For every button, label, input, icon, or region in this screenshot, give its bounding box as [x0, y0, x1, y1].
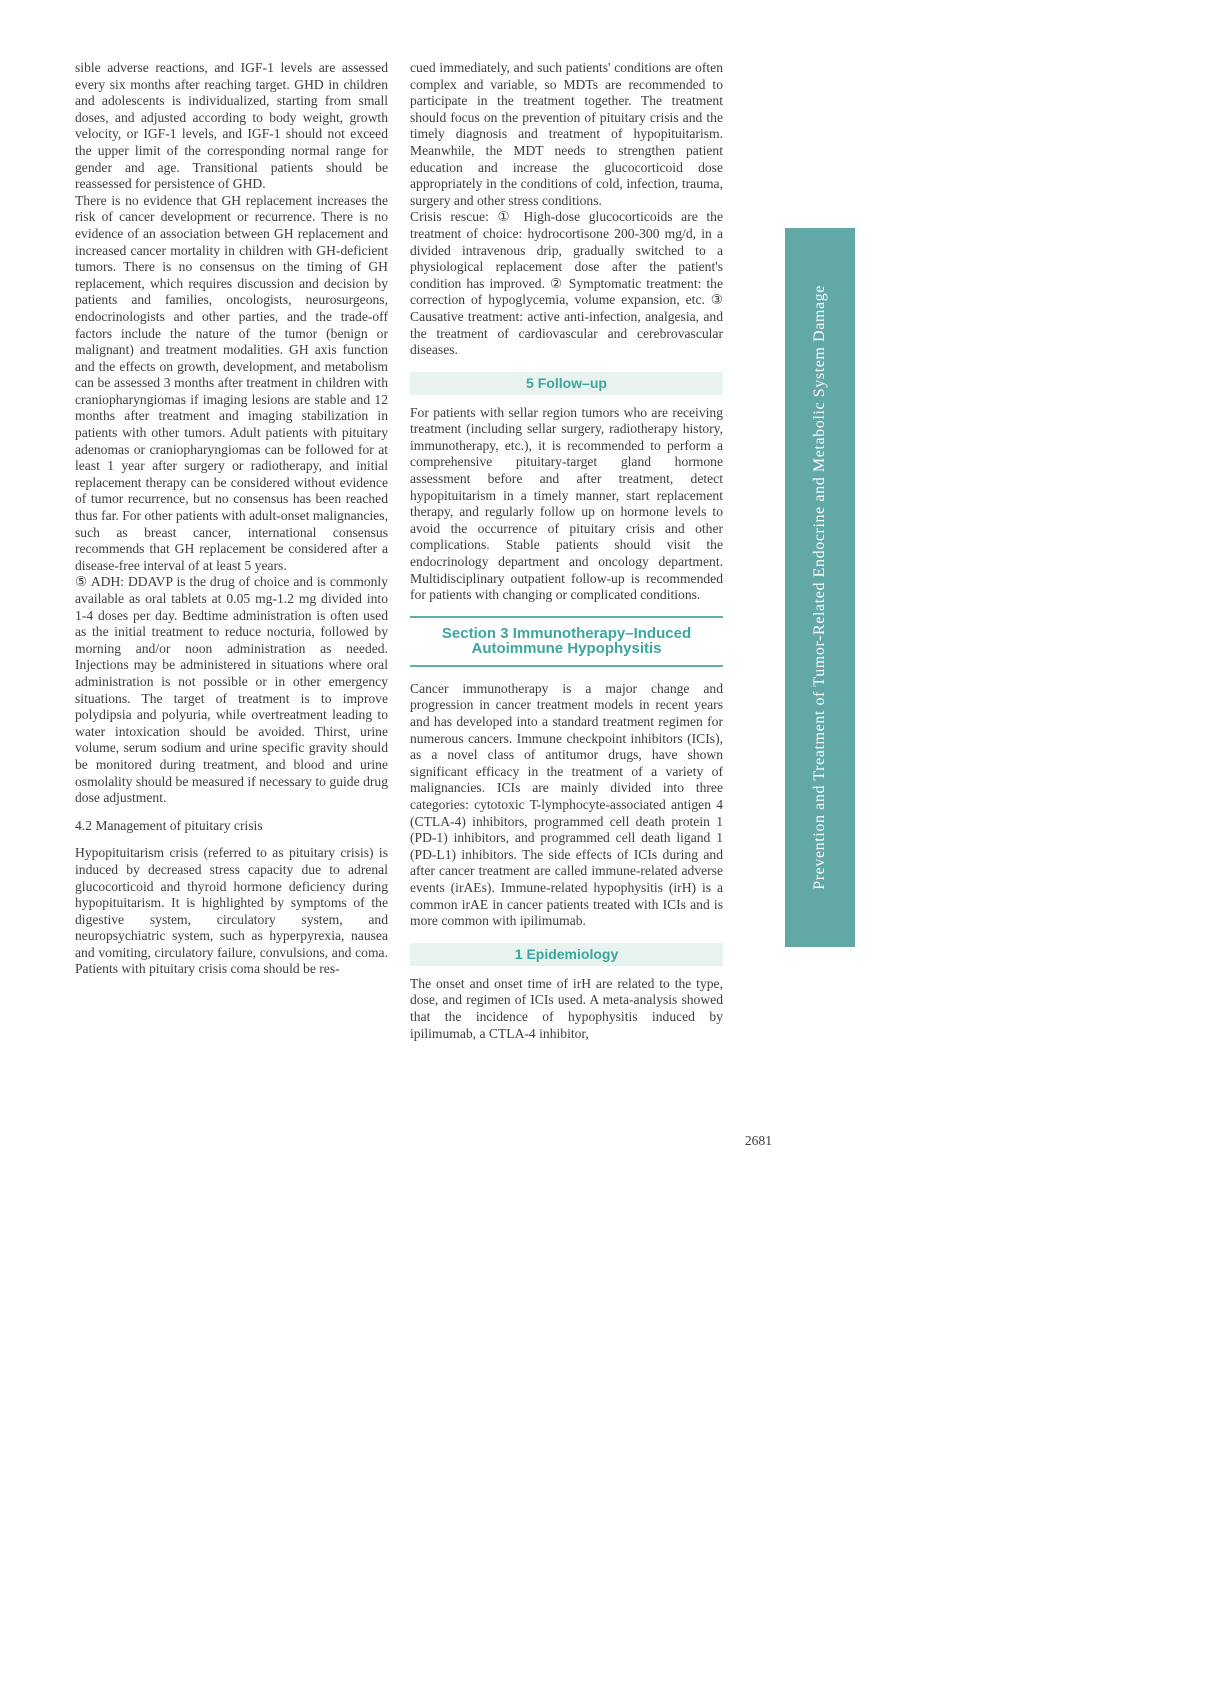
page-number: 2681 — [744, 1133, 772, 1148]
para-follow-up: For patients with sellar region tumors who are receiving treatment (including sellar surgery, radiotherapy history, immunotherapy, etc.), it is recommended to perform a comprehensive pituitary-target gland hormone assessment before and after treatment, detect hypopituitarism in a timely manner, start replacement therapy, and regularly follow up on hormone levels to avoid the occurrence of pituitary crisis and other complications. Stable patients should visit the endocrinology department and oncology department. Multidisciplinary outpatient follow-up is recommended for patients with changing or complicated conditions. — [410, 404, 723, 603]
para-igf-monitoring: sible adverse reactions, and IGF-1 levels are assessed every six months after reaching target. GHD in children and adolescents is individualized, starting from small doses, and adjusted according to body weight, growth velocity, or IGF-1 levels, and IGF-1 should not exceed the upper limit of the corresponding normal range for gender and age. Transitional patients should be reassessed for persistence of GHD. — [75, 60, 388, 192]
section3-title-line2: Autoimmune Hypophysitis — [471, 640, 662, 658]
para-gh-replacement: There is no evidence that GH replacement increases the risk of cancer development or recurrence. There is no evidence of an association between GH replacement and increased cancer mortality in children with GH-deficient tumors. There is no consensus on the timing of GH replacement, which requires discussion and decision by patients and families, oncologists, neurosurgeons, endocrinologists and other parties, and the trade-off factors include the nature of the tumor (benign or malignant) and treatment modalities. GH axis function and the effects on growth, development, and metabolism can be assessed 3 months after treatment in children with craniopharyngiomas if imaging lesions are stable and 12 months after treatment and imaging stabilization in patients with other tumors. Adult patients with pituitary adenomas or craniopharyngiomas can be followed for at least 1 year after surgery or radiotherapy, and initial replacement therapy can be considered without evidence of tumor recurrence, but no consensus has been reached thus far. For other patients with adult-onset malignancies, such as breast cancer, international consensus recommends that GH replacement be considered after a disease-free interval of at least 5 years. — [75, 192, 388, 573]
para-cancer-immunotherapy: Cancer immunotherapy is a major change and progression in cancer treatment models in recent years and has developed into a standard treatment regimen for numerous cancers. Immune checkpoint inhibitors (ICIs), as a novel class of antitumor drugs, have shown significant efficacy in the treatment of a variety of malignancies. ICIs are mainly divided into three categories: cytotoxic T-lymphocyte-associated antigen 4 (CTLA-4) inhibitors, programmed cell death protein 1 (PD-1) inhibitors, and programmed cell death ligand 1 (PD-L1) inhibitors. The side effects of ICIs during and after cancer treatment are called immune-related adverse events (irAEs). Immune-related hypophysitis (irH) is a common irAE in cancer patients treated with ICIs and is more common with ipilimumab. — [410, 680, 723, 929]
right-column — [410, 60, 723, 1042]
section-heading-section3 — [410, 616, 723, 667]
para-rescue-mdt: cued immediately, and such patients' conditions are often complex and variable, so MDTs are recommended to participate in the treatment together. The treatment should focus on the prevention of pituitary crisis and the timely diagnosis and treatment of hypopituitarism. Meanwhile, the MDT needs to strengthen patient education and increase the glucocorticoid dose appropriately in the conditions of cold, infection, trauma, surgery and other stress conditions. — [410, 60, 723, 208]
left-column — [75, 60, 388, 978]
para-irh-onset: The onset and onset time of irH are related to the type, dose, and regimen of ICIs used. A meta-analysis showed that the incidence of hypophysitis induced by ipilimumab, a CTLA-4 inhibitor, — [410, 975, 723, 1041]
para-crisis-rescue: Crisis rescue: ① High-dose glucocorticoids are the treatment of choice: hydrocortisone 200-300 mg/d, in a divided intravenous drip, gradually switched to a physiological replacement dose after the patient's condition has improved. ② Symptomatic treatment: the correction of hypoglycemia, volume expansion, etc. ③ Causative treatment: active anti-infection, analgesia, and the treatment of cardiovascular and cerebrovascular diseases. — [410, 209, 723, 358]
section-heading-epidemiology: 1 Epidemiology — [410, 943, 723, 966]
section-heading-follow-up: 5 Follow–up — [410, 372, 723, 395]
para-hypopituitarism-crisis: Hypopituitarism crisis (referred to as pituitary crisis) is induced by decreased stress capacity due to adrenal glucocorticoid and thyroid hormone deficiency during hypopituitarism. It is highlighted by symptoms of the digestive system, circulatory system, and neuropsychiatric system, such as hyperpyrexia, nausea and vomiting, circulatory failure, convulsions, and coma. Patients with pituitary crisis coma should be res- — [75, 845, 388, 977]
sidebar-title: Prevention and Treatment of Tumor-Related Endocrine and Metabolic System Damage — [811, 285, 828, 890]
sidebar-banner — [785, 228, 855, 947]
para-adh-ddavp: ⑤ ADH: DDAVP is the drug of choice and is commonly available as oral tablets at 0.05 mg-1.2 mg divided into 1-4 doses per day. Bedtime administration is often used as the initial treatment to reduce nocturia, followed by morning and/or noon administration as needed. Injections may be administered in situations where oral administration is not possible or in other emergency situations. The target of treatment is to improve polydipsia and polyuria, while overtreatment leading to water intoxication should be avoided. Thirst, urine volume, serum sodium and urine specific gravity should be monitored during treatment, and blood and urine osmolality should be measured if necessary to guide drug dose adjustment. — [75, 574, 388, 806]
subsection-heading-management-pituitary-crisis: 4.2 Management of pituitary crisis — [75, 817, 263, 833]
section3-title-line1: Section 3 Immunotherapy–Induced — [441, 624, 692, 642]
